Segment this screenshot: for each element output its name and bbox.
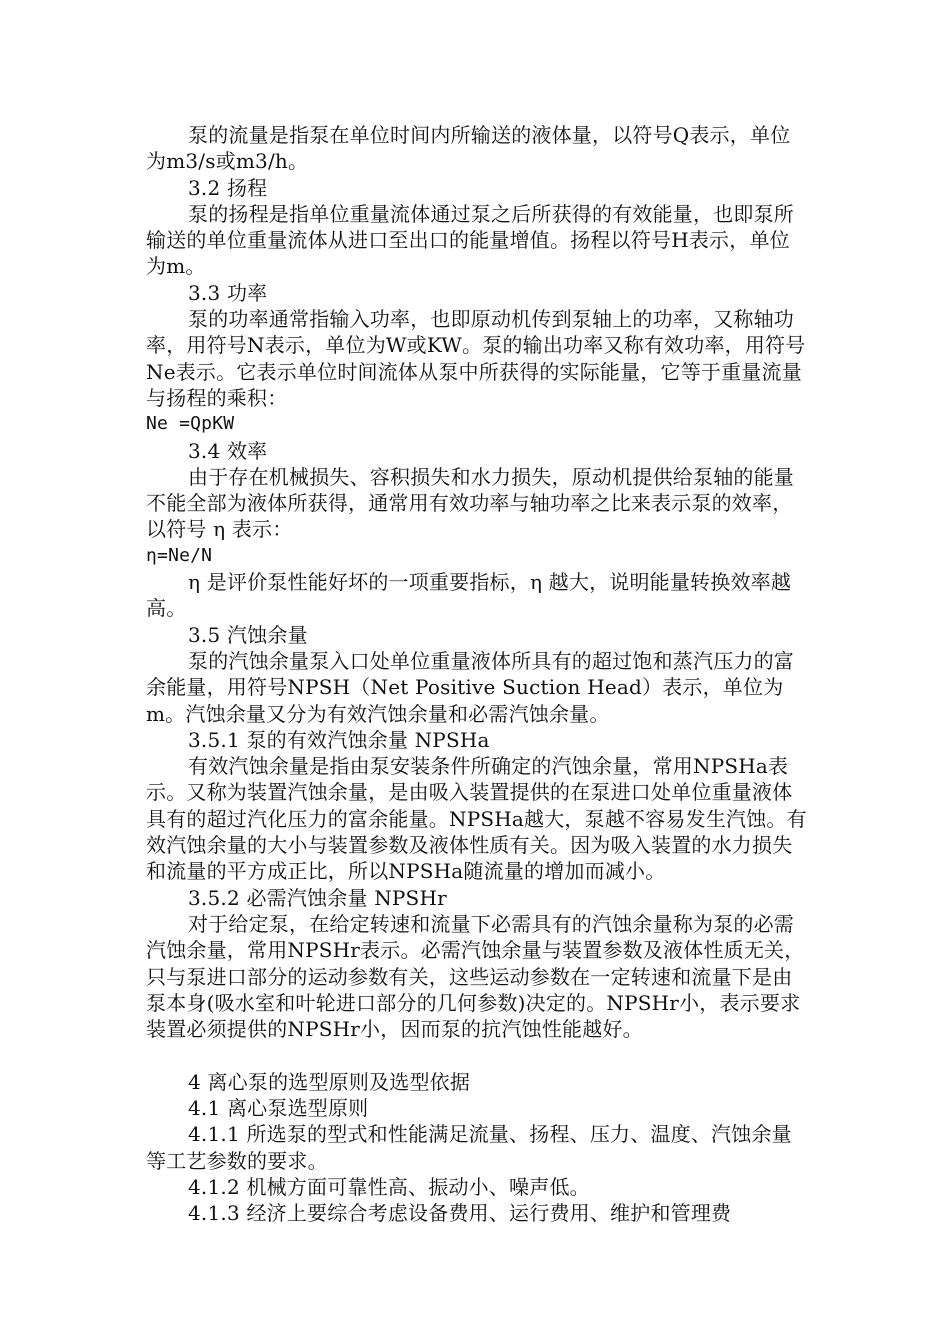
paragraph-eta-note: η 是评价泵性能好坏的一项重要指标，η 越大，说明能量转换效率越高。 xyxy=(146,570,792,621)
heading-3-2: 3.2 扬程 xyxy=(188,175,268,200)
formula-ne: Ne =QpKW xyxy=(146,413,235,435)
paragraph-4-1-1: 4.1.1 所选泵的型式和性能满足流量、扬程、压力、温度、汽蚀余量等工艺参数的要求。 xyxy=(146,1122,792,1173)
paragraph-power: 泵的功率通常指输入功率，也即原动机传到泵轴上的功率，又称轴功率，用符号N表示，单位为W或KW。泵的输出功率又称有效功率，用符号Ne表示。它表示单位时间流体从泵中所获得的实际能量，它等于重量流量与扬程的乘积： xyxy=(146,307,806,410)
formula-eta: η=Ne/N xyxy=(146,544,213,566)
heading-3-5: 3.5 汽蚀余量 xyxy=(188,622,308,647)
paragraph-npsha: 有效汽蚀余量是指由泵安装条件所确定的汽蚀余量，常用NPSHa表示。又称为装置汽蚀余量，是由吸入装置提供的在泵进口处单位重量液体具有的超过汽化压力的富余能量。NPSHa越大，泵越不容易发生汽蚀。有效汽蚀余量的大小与装置参数及液体性质有关。因为吸入装置的水力损失和流量的平方成正比，所以NPSHa随流量的增加而减小。 xyxy=(146,754,807,884)
paragraph-head: 泵的扬程是指单位重量流体通过泵之后所获得的有效能量，也即泵所输送的单位重量流体从进口至出口的能量增值。扬程以符号H表示，单位为m。 xyxy=(146,201,794,279)
paragraph-flow-rate: 泵的流量是指泵在单位时间内所输送的液体量，以符号Q表示，单位为m3/s或m3/h。 xyxy=(146,123,791,174)
heading-3-3: 3.3 功率 xyxy=(188,280,268,305)
blank-line xyxy=(146,1042,810,1068)
heading-3-4: 3.4 效率 xyxy=(188,438,268,463)
heading-4-1-3: 4.1.3 经济上要综合考虑设备费用、运行费用、维护和管理费 xyxy=(188,1201,732,1226)
heading-3-5-1: 3.5.1 泵的有效汽蚀余量 NPSHa xyxy=(188,727,490,752)
heading-4: 4 离心泵的选型原则及选型依据 xyxy=(188,1069,471,1094)
paragraph-npsh: 泵的汽蚀余量泵入口处单位重量液体所具有的超过饱和蒸汽压力的富余能量，用符号NPSH（Net Positive Suction Head）表示，单位为m。汽蚀余量又分为有效汽蚀余量和必需汽蚀余量。 xyxy=(146,648,794,726)
paragraph-efficiency: 由于存在机械损失、容积损失和水力损失，原动机提供给泵轴的能量不能全部为液体所获得，通常用有效功率与轴功率之比来表示泵的效率，以符号 η 表示： xyxy=(146,464,794,542)
heading-4-1: 4.1 离心泵选型原则 xyxy=(188,1095,369,1120)
heading-3-5-2: 3.5.2 必需汽蚀余量 NPSHr xyxy=(188,885,447,910)
document-body xyxy=(146,122,810,1226)
heading-4-1-2: 4.1.2 机械方面可靠性高、振动小、噪声低。 xyxy=(188,1174,590,1199)
paragraph-npshr: 对于给定泵，在给定转速和流量下必需具有的汽蚀余量称为泵的必需汽蚀余量，常用NPSHr表示。必需汽蚀余量与装置参数及液体性质无关，只与泵进口部分的运动参数有关，这些运动参数在一定转速和流量下是由泵本身(吸水室和叶轮进口部分的几何参数)决定的。NPSHr小，表示要求装置必须提供的NPSHr小，因而泵的抗汽蚀性能越好。 xyxy=(146,911,805,1042)
